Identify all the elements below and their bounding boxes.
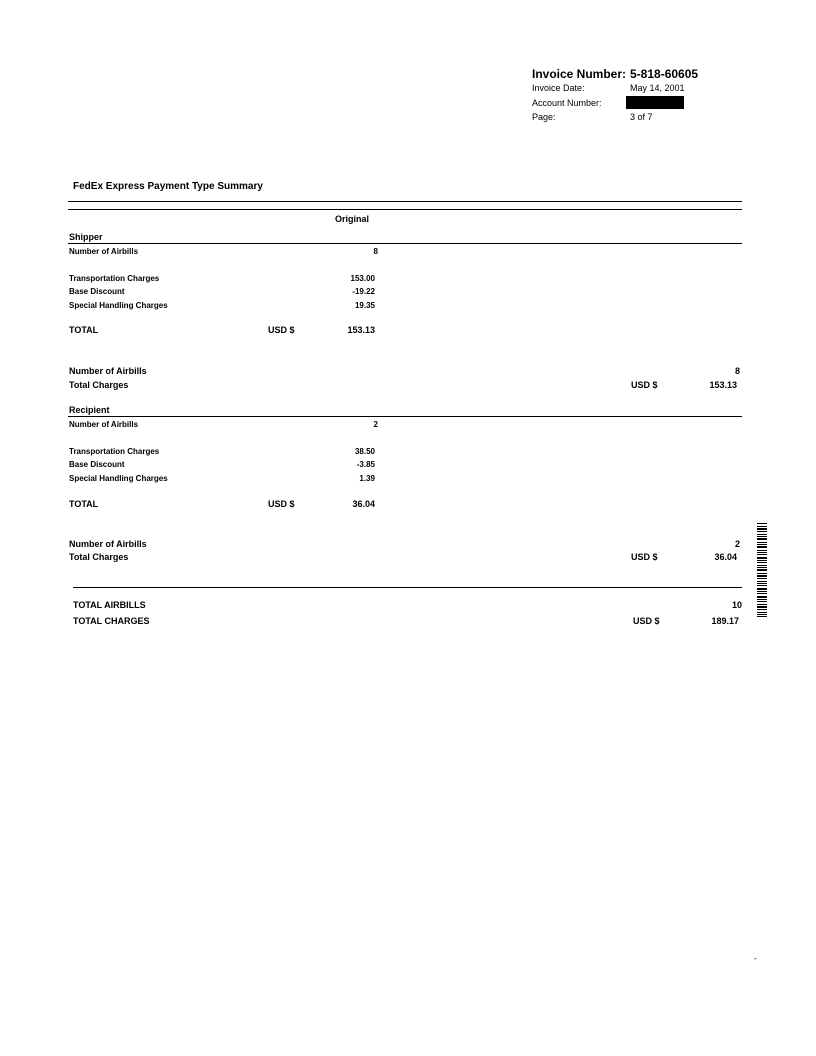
divider [68, 201, 742, 202]
barcode-bar [757, 546, 767, 548]
barcode-bar [757, 593, 767, 594]
barcode-bar [757, 614, 767, 615]
recipient-num-airbills-value: 2 [373, 420, 378, 429]
shipper-sub-num-airbills-value: 8 [734, 366, 740, 376]
barcode-bar [757, 601, 767, 602]
divider [73, 587, 742, 588]
barcode-bar [757, 583, 767, 584]
recipient-sub-total-charges-value: 36.04 [714, 552, 737, 562]
barcode-bar [757, 581, 767, 582]
recipient-transportation-label: Transportation Charges [69, 447, 160, 456]
barcode-bar [757, 560, 767, 561]
recipient-base-discount-label: Base Discount [69, 460, 125, 469]
shipper-base-discount-value: -19.22 [352, 287, 375, 296]
barcode [757, 523, 767, 620]
barcode-bar [757, 526, 767, 527]
shipper-num-airbills-label: Number of Airbills [69, 247, 139, 256]
total-charges-currency: USD $ [633, 616, 660, 626]
invoice-date-value: May 14, 2001 [630, 83, 685, 93]
barcode-bar [757, 606, 767, 608]
page-value: 3 of 7 [630, 112, 653, 122]
barcode-bar [757, 536, 767, 537]
footer-mark: - [754, 954, 757, 963]
barcode-bar [757, 554, 767, 555]
barcode-bar [757, 616, 767, 617]
divider [68, 416, 742, 417]
account-number-label: Account Number: [532, 98, 602, 108]
barcode-bar [757, 569, 767, 571]
barcode-bar [757, 565, 767, 566]
page-label: Page: [532, 112, 556, 122]
shipper-label: Shipper [69, 232, 103, 242]
barcode-bar [757, 523, 767, 524]
barcode-bar [757, 542, 767, 543]
shipper-sub-total-charges-label: Total Charges [69, 380, 129, 390]
barcode-bar [757, 550, 767, 551]
barcode-bar [757, 604, 767, 605]
recipient-total-value: 36.04 [352, 499, 375, 509]
recipient-transportation-value: 38.50 [354, 447, 375, 456]
recipient-sub-total-charges-label: Total Charges [69, 552, 129, 562]
total-airbills-value: 10 [731, 600, 742, 610]
barcode-bar [757, 596, 767, 598]
barcode-bar [757, 557, 767, 559]
shipper-special-handling-value: 19.35 [354, 301, 375, 310]
barcode-bar [757, 585, 767, 586]
shipper-sub-total-charges-value: 153.13 [709, 380, 737, 390]
barcode-bar [757, 575, 767, 577]
barcode-bar [757, 609, 767, 610]
divider [68, 243, 742, 244]
recipient-special-handling-value: 1.39 [359, 474, 375, 483]
recipient-special-handling-label: Special Handling Charges [69, 474, 168, 483]
barcode-bar [757, 528, 767, 530]
recipient-total-label: TOTAL [69, 499, 99, 509]
barcode-bar [757, 599, 767, 600]
barcode-bar [757, 552, 767, 553]
invoice-number-value: 5-818-60605 [630, 67, 699, 81]
total-charges-label: TOTAL CHARGES [73, 616, 150, 626]
barcode-bar [757, 573, 767, 574]
shipper-total-currency: USD $ [268, 325, 295, 335]
barcode-bar [757, 591, 767, 592]
total-airbills-label: TOTAL AIRBILLS [73, 600, 146, 610]
shipper-base-discount-label: Base Discount [69, 287, 125, 296]
barcode-bar [757, 531, 767, 532]
shipper-transportation-label: Transportation Charges [69, 274, 160, 283]
recipient-sub-currency: USD $ [631, 552, 658, 562]
shipper-sub-currency: USD $ [631, 380, 658, 390]
barcode-bar [757, 567, 767, 568]
shipper-total-label: TOTAL [69, 325, 99, 335]
invoice-number-label: Invoice Number: [532, 67, 627, 81]
recipient-sub-num-airbills-value: 2 [734, 539, 740, 549]
recipient-label: Recipient [69, 405, 110, 415]
shipper-total-value: 153.13 [347, 325, 375, 335]
divider [68, 209, 742, 210]
barcode-bar [757, 538, 767, 540]
summary-title: FedEx Express Payment Type Summary [73, 181, 263, 192]
total-charges-value: 189.17 [711, 616, 739, 626]
shipper-num-airbills-value: 8 [373, 247, 378, 256]
column-header-original: Original [335, 214, 370, 224]
barcode-bar [757, 544, 767, 545]
barcode-bar [757, 588, 767, 590]
recipient-num-airbills-label: Number of Airbills [69, 420, 139, 429]
shipper-sub-num-airbills-label: Number of Airbills [69, 366, 147, 376]
barcode-bar [757, 578, 767, 579]
invoice-date-label: Invoice Date: [532, 83, 585, 93]
shipper-special-handling-label: Special Handling Charges [69, 301, 168, 310]
recipient-total-currency: USD $ [268, 499, 295, 509]
account-number-redaction [626, 96, 684, 109]
barcode-bar [757, 534, 767, 535]
recipient-base-discount-value: -3.85 [356, 460, 375, 469]
recipient-sub-num-airbills-label: Number of Airbills [69, 539, 147, 549]
barcode-bar [757, 562, 767, 563]
shipper-transportation-value: 153.00 [350, 274, 375, 283]
barcode-bar [757, 612, 767, 613]
